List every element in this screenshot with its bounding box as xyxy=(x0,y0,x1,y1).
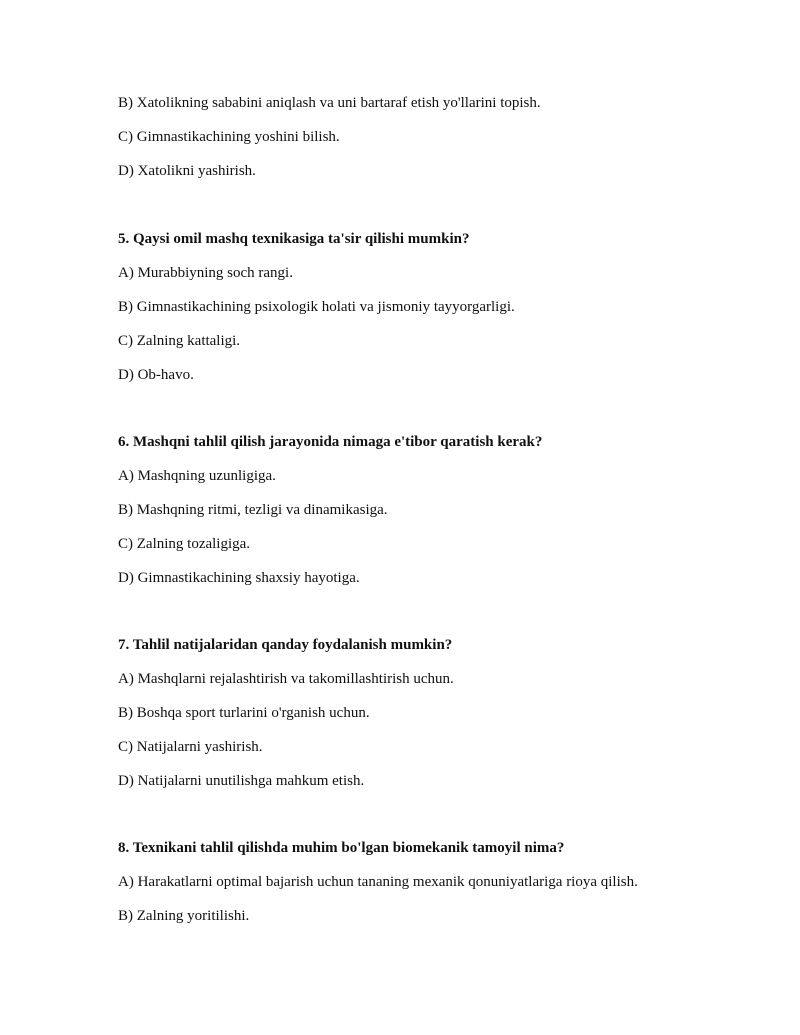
option-a: A) Murabbiyning soch rangi. xyxy=(118,265,293,281)
option-b: B) Xatolikning sababini aniqlash va uni bartaraf etish yo'llarini topish. xyxy=(118,95,541,111)
option-c: C) Gimnastikachining yoshini bilish. xyxy=(118,129,340,145)
option-c: C) Zalning tozaligiga. xyxy=(118,536,251,552)
option-c: C) Natijalarni yashirish. xyxy=(118,739,263,755)
option-a: A) Harakatlarni optimal bajarish uchun tananing mexanik qonuniyatlariga rioya qilish. xyxy=(118,874,638,890)
question-5: 5. Qaysi omil mashq texnikasiga ta'sir qilishi mumkin? xyxy=(118,231,470,247)
option-a: A) Mashqlarni rejalashtirish va takomillashtirish uchun. xyxy=(118,671,454,687)
question-6: 6. Mashqni tahlil qilish jarayonida nimaga e'tibor qaratish kerak? xyxy=(118,434,543,450)
option-c: C) Zalning kattaligi. xyxy=(118,333,241,349)
option-b: B) Boshqa sport turlarini o'rganish uchun. xyxy=(118,705,370,721)
option-d: D) Xatolikni yashirish. xyxy=(118,163,256,179)
option-b: B) Zalning yoritilishi. xyxy=(118,908,250,924)
option-d: D) Gimnastikachining shaxsiy hayotiga. xyxy=(118,570,360,586)
question-7: 7. Tahlil natijalaridan qanday foydalanish mumkin? xyxy=(118,637,453,653)
option-d: D) Natijalarni unutilishga mahkum etish. xyxy=(118,773,365,789)
option-b: B) Gimnastikachining psixologik holati va jismoniy tayyorgarligi. xyxy=(118,299,515,315)
question-8: 8. Texnikani tahlil qilishda muhim bo'lgan biomekanik tamoyil nima? xyxy=(118,840,565,856)
option-a: A) Mashqning uzunligiga. xyxy=(118,468,276,484)
option-b: B) Mashqning ritmi, tezligi va dinamikasiga. xyxy=(118,502,388,518)
option-d: D) Ob-havo. xyxy=(118,367,194,383)
